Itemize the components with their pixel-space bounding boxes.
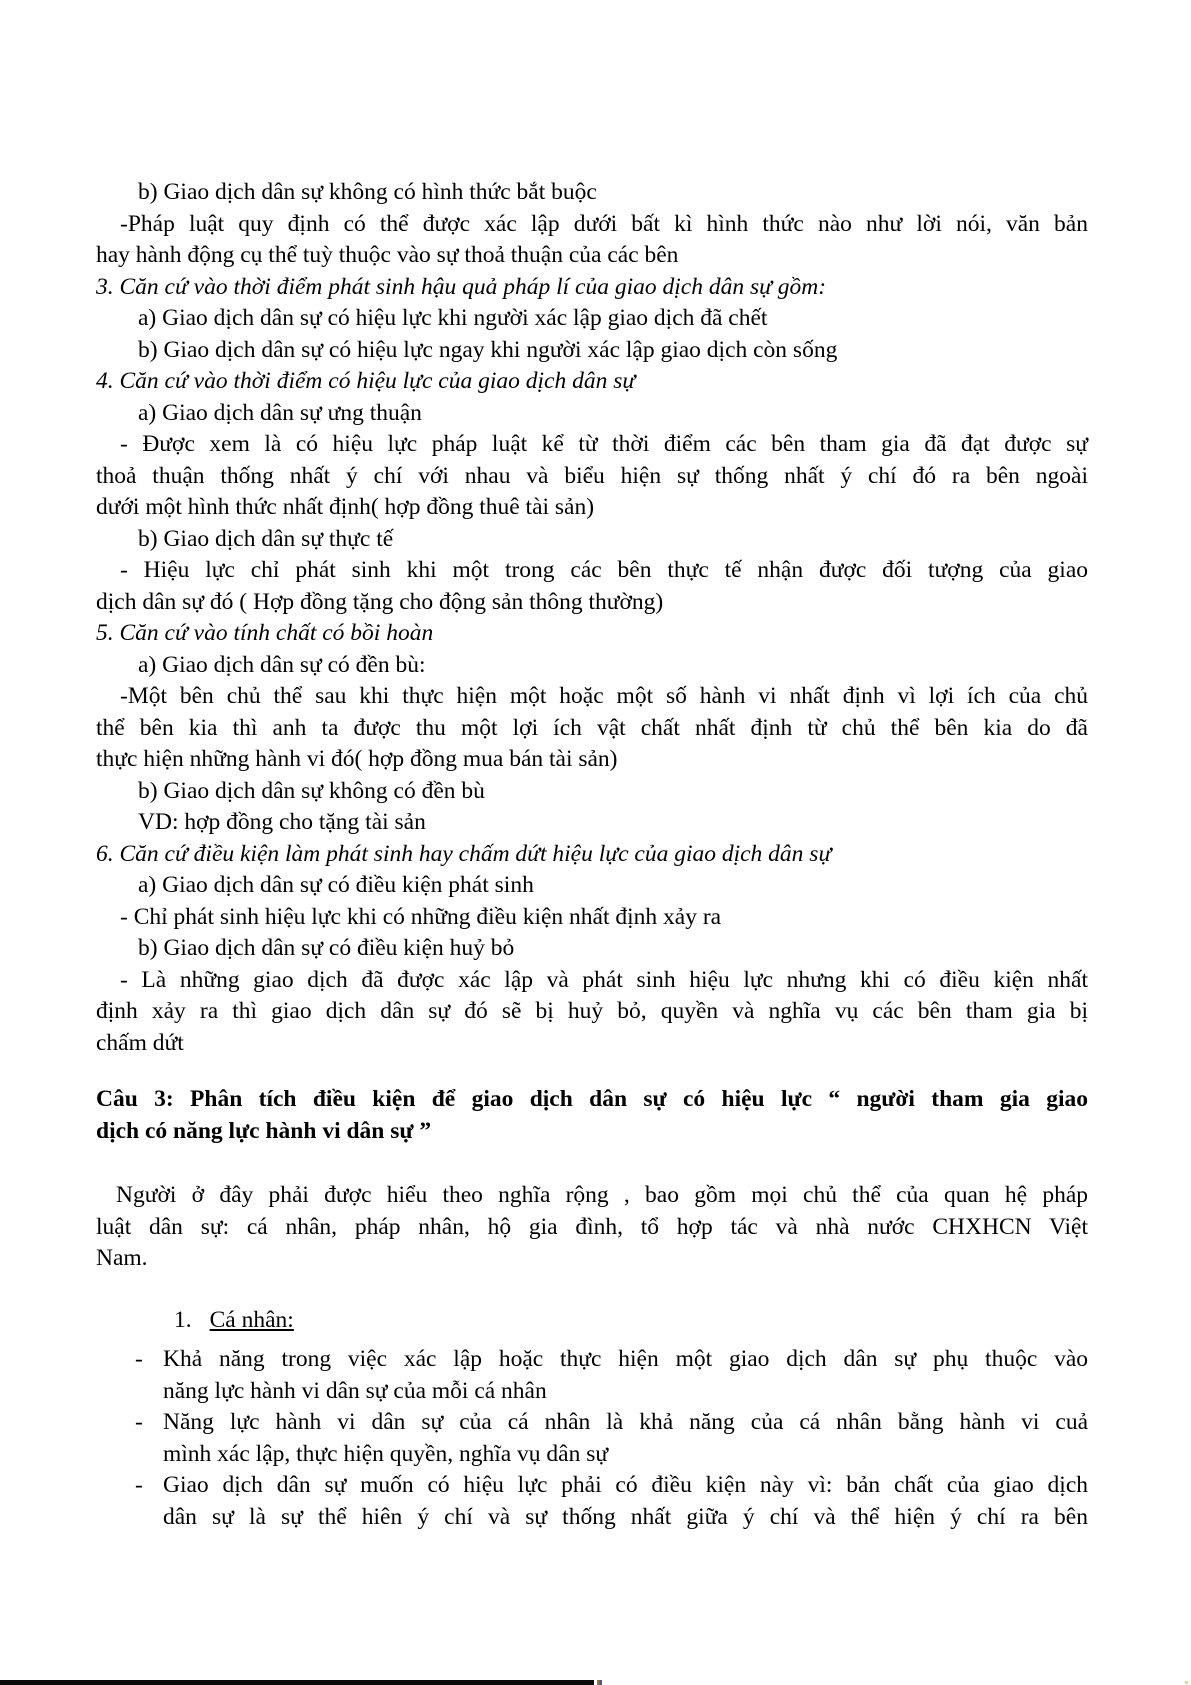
paragraph-line: Người ở đây phải được hiểu theo nghĩa rộng , bao gồm mọi chủ thể của quan hệ pháp bbox=[116, 1182, 1088, 1208]
doc-line: - Được xem là có hiệu lực pháp luật kể từ thời điểm các bên tham gia đã đạt được sự bbox=[120, 431, 1088, 457]
doc-line: -Một bên chủ thể sau khi thực hiện một hoặc một số hành vi nhất định vì lợi ích của chủ bbox=[120, 683, 1088, 709]
doc-line: - Hiệu lực chỉ phát sinh khi một trong các bên thực tế nhận được đối tượng của giao bbox=[120, 557, 1088, 583]
numbered-item-line bbox=[96, 1305, 1088, 1337]
bullet-text: Năng lực hành vi dân sự của cá nhân là khả năng của cá nhân bằng hành vi cuả bbox=[163, 1409, 1088, 1435]
dash-marker: - bbox=[135, 1472, 143, 1498]
doc-line: 6. Căn cứ điều kiện làm phát sinh hay chấm dứt hiệu lực của giao dịch dân sự bbox=[96, 840, 832, 867]
doc-line: a) Giao dịch dân sự ưng thuận bbox=[138, 399, 422, 426]
bullet-text: Khả năng trong việc xác lập hoặc thực hiện một giao dịch dân sự phụ thuộc vào bbox=[163, 1346, 1088, 1372]
doc-line: chấm dứt bbox=[96, 1029, 184, 1056]
doc-line: b) Giao dịch dân sự không có hình thức bắt buộc bbox=[138, 179, 597, 205]
doc-line: a) Giao dịch dân sự có đền bù: bbox=[138, 651, 426, 678]
doc-line: 4. Căn cứ vào thời điểm có hiệu lực của giao dịch dân sự bbox=[96, 368, 636, 394]
bullet-text: Giao dịch dân sự muốn có hiệu lực phải có điều kiện này vì: bản chất của giao dịch bbox=[163, 1472, 1088, 1498]
doc-line: a) Giao dịch dân sự có hiệu lực khi người xác lập giao dịch đã chết bbox=[138, 305, 768, 331]
bullet-line: năng lực hành vi dân sự của mỗi cá nhân bbox=[163, 1377, 547, 1404]
list-number: 1. bbox=[174, 1307, 192, 1333]
heading-line: Câu 3: Phân tích điều kiện để giao dịch dân sự có hiệu lực “ người tham gia giao bbox=[96, 1086, 1088, 1112]
doc-line: thể bên kia thì anh ta được thu một lợi ích vật chất nhất định từ chủ thể bên kia do đã bbox=[96, 714, 1088, 741]
doc-line: thoả thuận thống nhất ý chí với nhau và biểu hiện sự thống nhất ý chí đó ra bên ngoài bbox=[96, 462, 1088, 489]
heading-line: dịch có năng lực hành vi dân sự ” bbox=[96, 1117, 432, 1144]
list-title-underlined: Cá nhân: bbox=[209, 1307, 294, 1333]
doc-line: - Chỉ phát sinh hiệu lực khi có những điều kiện nhất định xảy ra bbox=[120, 903, 722, 930]
bullet-line: mình xác lập, thực hiện quyền, nghĩa vụ dân sự bbox=[163, 1440, 609, 1467]
bullet-line bbox=[96, 1407, 1088, 1439]
bullet-line: dân sự là sự thể hiên ý chí và sự thống nhất giữa ý chí và thể hiện ý chí ra bên bbox=[163, 1503, 1088, 1530]
bullet-list bbox=[96, 1344, 1088, 1533]
doc-line: dịch dân sự đó ( Hợp đồng tặng cho động sản thông thường) bbox=[96, 588, 664, 615]
dash-marker: - bbox=[135, 1409, 143, 1435]
doc-line: b) Giao dịch dân sự không có đền bù bbox=[138, 777, 485, 804]
bullet-line bbox=[96, 1470, 1088, 1502]
bottom-bar-artifact bbox=[0, 1680, 594, 1685]
intro-paragraph bbox=[96, 1180, 1088, 1275]
doc-line: hay hành động cụ thể tuỳ thuộc vào sự thoả thuận của các bên bbox=[96, 242, 679, 268]
doc-line: 3. Căn cứ vào thời điểm phát sinh hậu quả pháp lí của giao dịch dân sự gồm: bbox=[96, 273, 827, 300]
doc-line: - Là những giao dịch đã được xác lập và phát sinh hiệu lực nhưng khi có điều kiện nhất bbox=[120, 966, 1088, 993]
doc-line: VD: hợp đồng cho tặng tài sản bbox=[138, 809, 426, 835]
question-heading bbox=[96, 1084, 1088, 1147]
paragraph-line: Nam. bbox=[96, 1245, 148, 1271]
doc-line: dưới một hình thức nhất định( hợp đồng thuê tài sản) bbox=[96, 494, 595, 520]
doc-line: b) Giao dịch dân sự có hiệu lực ngay khi người xác lập giao dịch còn sống bbox=[138, 336, 838, 363]
bottom-speck-artifact bbox=[1185, 1681, 1188, 1684]
doc-line: thực hiện những hành vi đó( hợp đồng mua bán tài sản) bbox=[96, 746, 618, 772]
document-body bbox=[96, 177, 1088, 1059]
doc-line: -Pháp luật quy định có thể được xác lập dưới bất kì hình thức nào như lời nói, văn bản bbox=[120, 210, 1088, 237]
bullet-line bbox=[96, 1344, 1088, 1376]
doc-line: 5. Căn cứ vào tính chất có bồi hoàn bbox=[96, 620, 434, 646]
bottom-dot-artifact bbox=[597, 1680, 602, 1685]
doc-line: b) Giao dịch dân sự thực tế bbox=[138, 525, 394, 552]
numbered-item bbox=[96, 1305, 1088, 1337]
paragraph-line: luật dân sự: cá nhân, pháp nhân, hộ gia đình, tổ hợp tác và nhà nước CHXHCN Việt bbox=[96, 1213, 1088, 1240]
doc-line: định xảy ra thì giao dịch dân sự đó sẽ bị huỷ bỏ, quyền và nghĩa vụ các bên tham gia bị bbox=[96, 998, 1088, 1024]
doc-line: a) Giao dịch dân sự có điều kiện phát sinh bbox=[138, 872, 534, 898]
dash-marker: - bbox=[135, 1346, 143, 1372]
doc-line: b) Giao dịch dân sự có điều kiện huỷ bỏ bbox=[138, 935, 515, 961]
